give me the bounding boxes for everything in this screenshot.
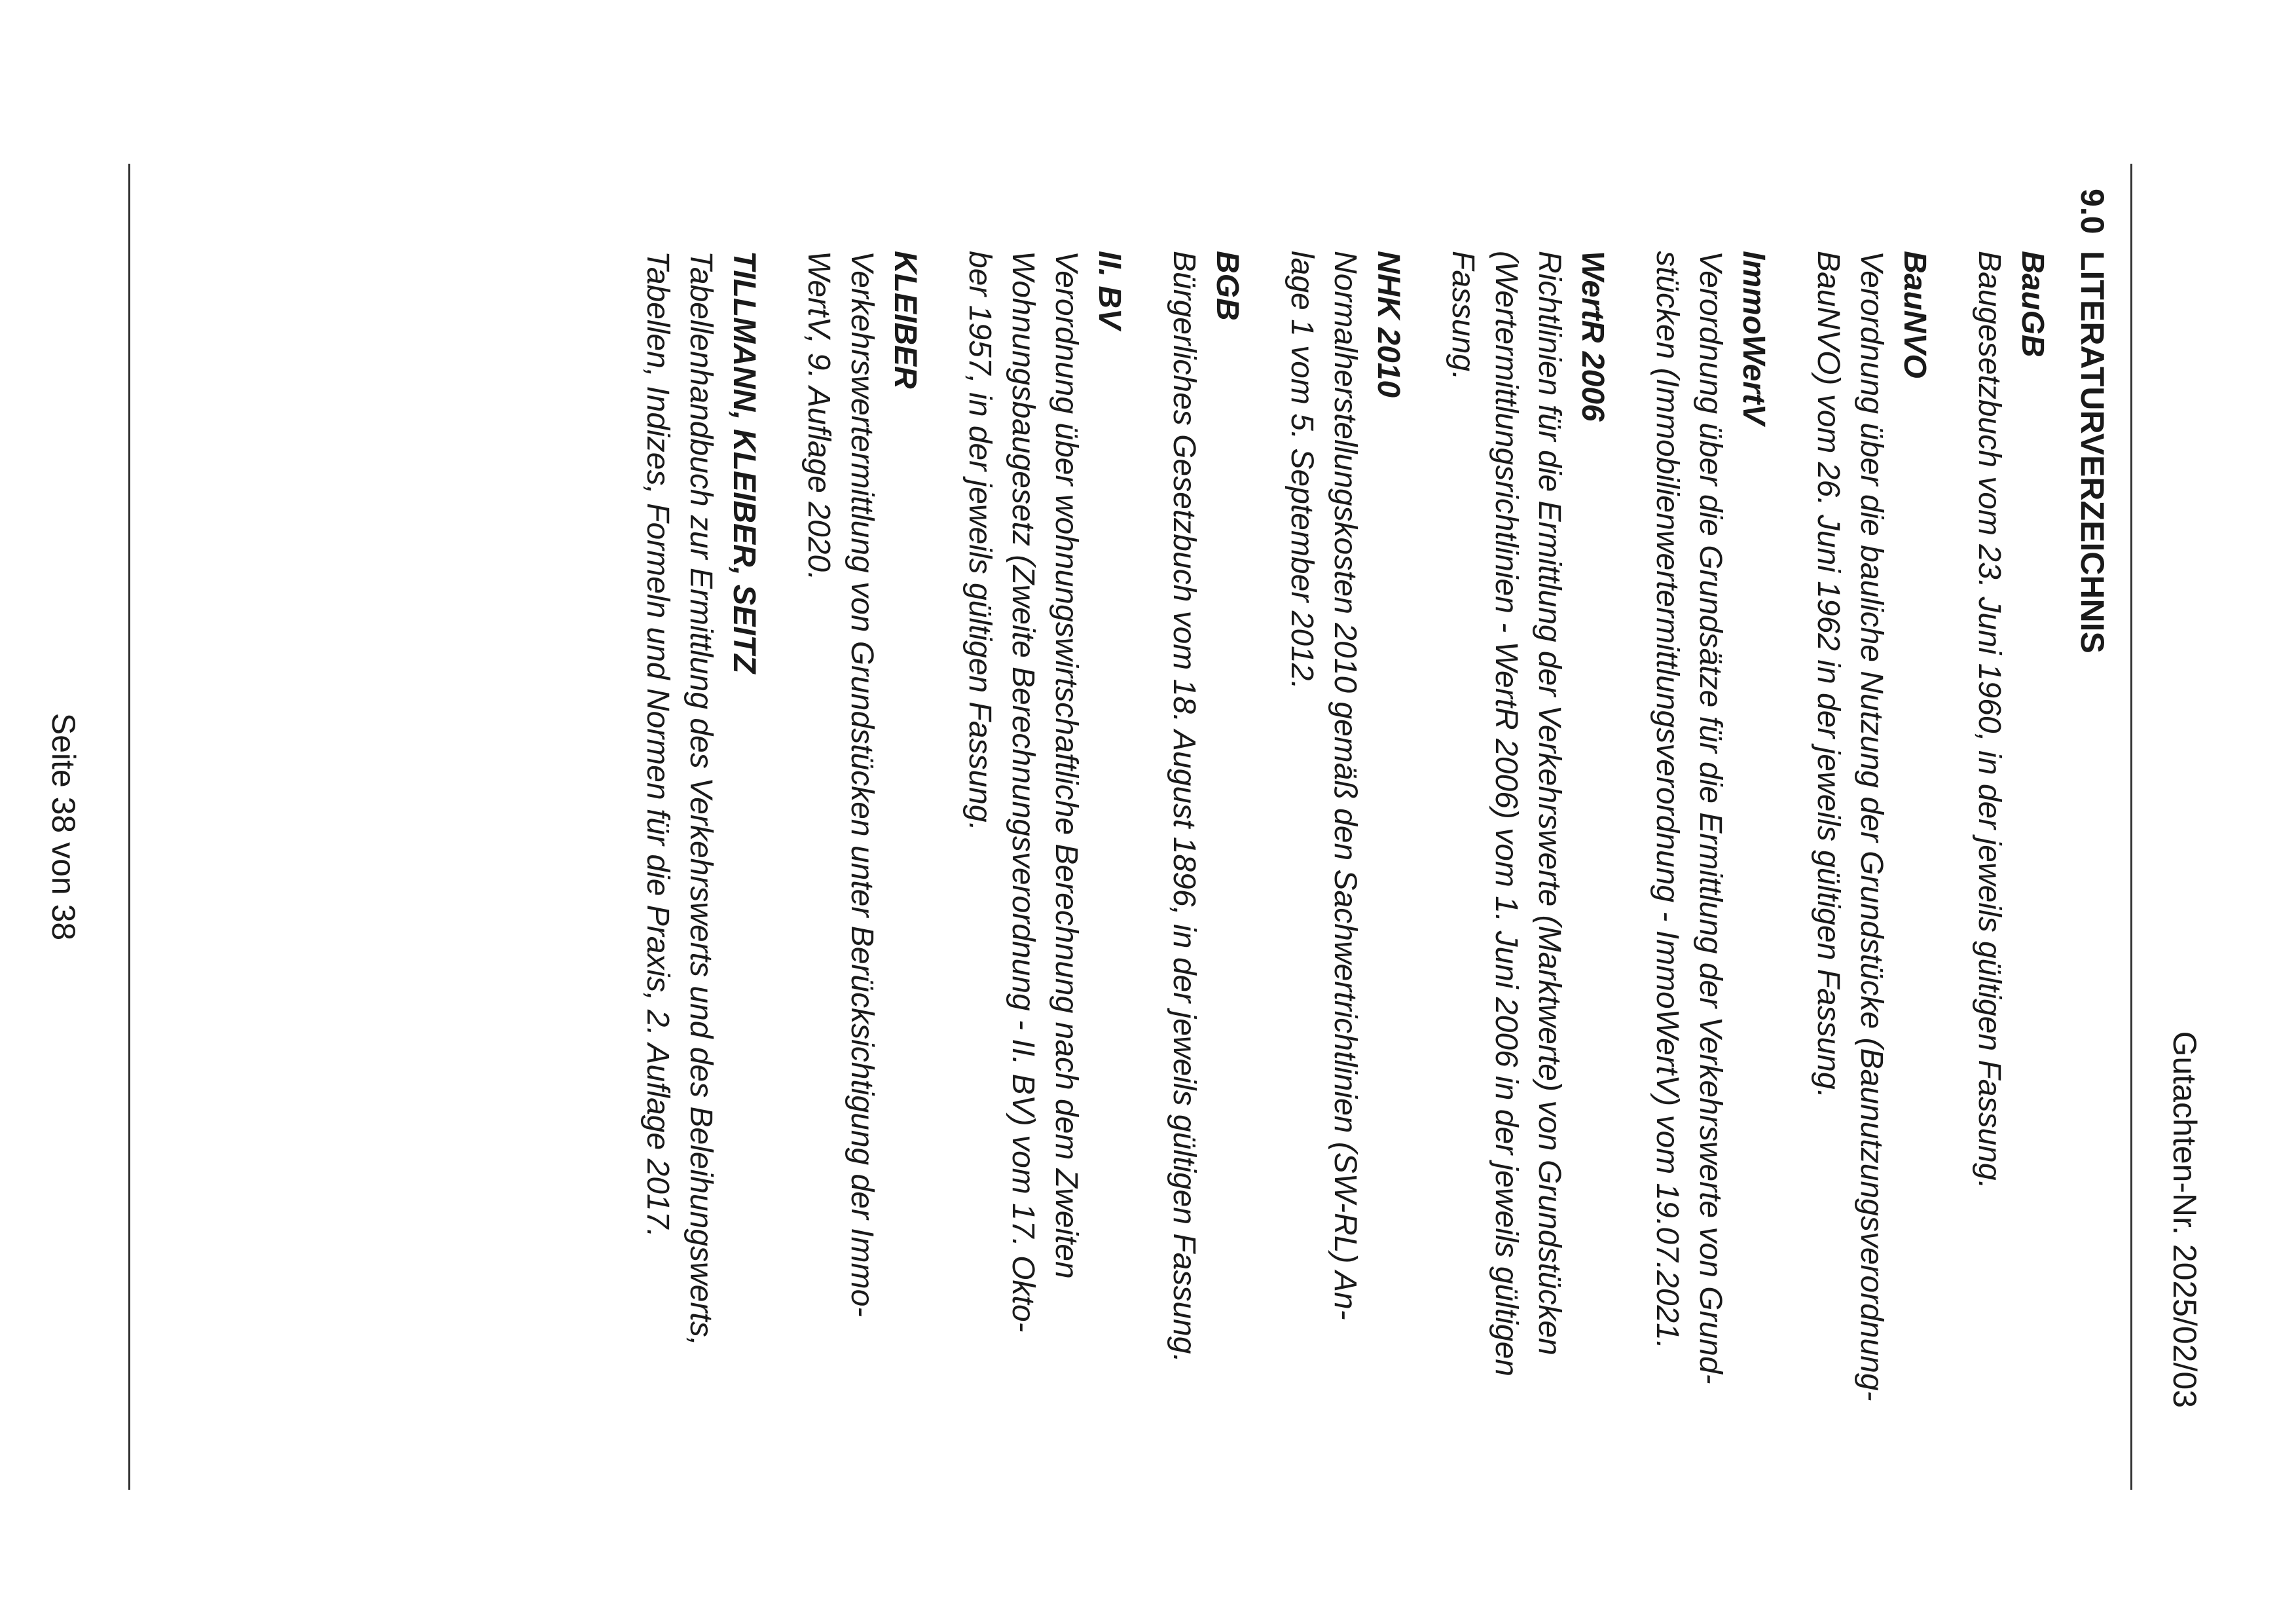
entry-title: WertR 2006 xyxy=(1575,251,1610,422)
bibliography-entry xyxy=(1441,251,1614,1492)
bibliography-section xyxy=(604,189,2114,1492)
entry-title: BGB xyxy=(1210,251,1245,321)
entry-title: II. BV xyxy=(1092,251,1127,330)
page-number: Seite 38 von 38 xyxy=(45,712,82,941)
bibliography-entry xyxy=(797,251,926,1492)
entry-title: BauGB xyxy=(2015,251,2050,358)
entry-title: KLEIBER xyxy=(888,251,922,389)
entry-title: TILLMANN, KLEIBER, SEITZ xyxy=(727,251,761,674)
header-rule xyxy=(2130,164,2132,1490)
entry-title: BauNVO xyxy=(1897,251,1932,378)
entry-text: Verordnung über die Grundsätze für die Ermittlung der Verkehrswerte von Grund- stücken (Immobilienwertermittlungsverordnung - ImmoWertV) vom 19.07.2021. xyxy=(1650,251,1728,1384)
section-title: LITERATURVERZEICHNIS xyxy=(2074,251,2111,654)
section-number: 9.0 xyxy=(2074,189,2111,234)
document-number: Gutachten-Nr. 2025/02/03 xyxy=(2166,1031,2203,1408)
entry-text: Bürgerliches Gesetzbuch vom 18. August 1896, in der jeweils gültigen Fassung. xyxy=(1167,251,1201,1363)
entry-title: ImmoWertV xyxy=(1736,251,1771,425)
footer-rule xyxy=(128,164,130,1490)
entry-title: NHK 2010 xyxy=(1371,251,1406,398)
entry-text: Normalherstellungskosten 2010 gemäß den Sachwertrichtlinien (SW-RL) An- lage 1 vom 5. September 2012. xyxy=(1285,251,1362,1320)
bibliography-entry xyxy=(1162,251,1248,1492)
bibliography-entry xyxy=(1806,251,1936,1492)
bibliography-entry xyxy=(1967,251,2054,1492)
section-heading xyxy=(2071,189,2114,1492)
entry-text: Richtlinien für die Ermittlung der Verkehrswerte (Marktwerte) von Grundstücken (Wertermittlungsrichtlinien - WertR 2006) vom 1. Juni 2006 in der jeweils gültigen Fassung. xyxy=(1446,251,1567,1376)
entry-text: Baugesetzbuch vom 23. Juni 1960, in der jeweils gültigen Fassung. xyxy=(1972,251,2007,1189)
entry-text: Tabellenhandbuch zur Ermittlung des Verkehrswerts und des Beleihungswerts, Tabellen, Indizes, Formeln und Normen für die Praxis, 2. Auflage 2017. xyxy=(640,251,718,1346)
entry-text: Verordnung über die bauliche Nutzung der Grundstücke (Baunutzungsverordnung- BauNVO) vom 26. Juni 1962 in der jeweils gültigen Fassung. xyxy=(1811,251,1889,1401)
bibliography-entry xyxy=(1645,251,1775,1492)
bibliography-entry xyxy=(1280,251,1410,1492)
bibliography-entry xyxy=(636,251,765,1492)
entry-text: Verkehrswertermittlung von Grundstücken unter Berücksichtigung der Immo- WertV, 9. Auflage 2020. xyxy=(801,251,879,1318)
entry-text: Verordnung über wohnungswirtschaftliche Berechnung nach dem Zweiten Wohnungsbaugesetz (Zweite Berechnungsverordnung - II. BV) vom 17. Okto- ber 1957, in der jeweils gültigen Fassung. xyxy=(962,251,1084,1333)
bibliography-entry xyxy=(958,251,1131,1492)
